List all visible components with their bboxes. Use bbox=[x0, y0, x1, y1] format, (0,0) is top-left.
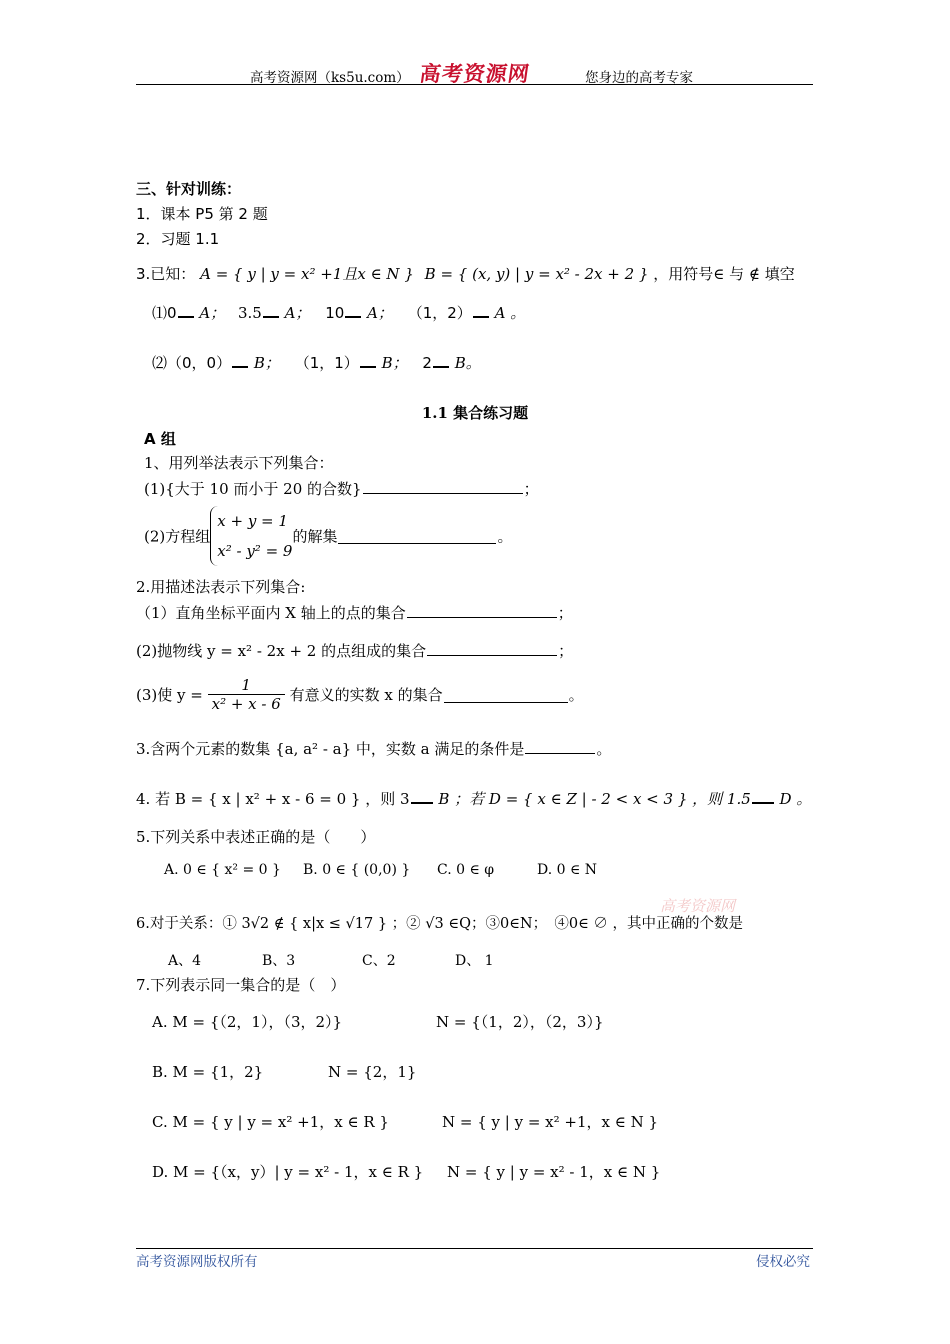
q5-option-a[interactable]: A. 0 ∈ { x² = 0 } bbox=[164, 862, 281, 878]
footer-right-text: 侵权必究 bbox=[756, 1254, 810, 1270]
q1-2-prefix: (2)方程组 bbox=[144, 527, 211, 546]
q1-part-2 bbox=[144, 506, 513, 566]
q7-option-d-n: N = { y | y = x² - 1，x ∈ N } bbox=[447, 1163, 661, 1181]
header-logo: 高考资源网 bbox=[418, 61, 532, 86]
fraction bbox=[208, 676, 285, 713]
item-2: 2．习题 1.1 bbox=[136, 230, 220, 248]
q2-stem: 2.用描述法表示下列集合: bbox=[136, 578, 306, 596]
q7-stem: 7.下列表示同一集合的是（ ） bbox=[136, 976, 346, 994]
q3-2-set: B。 bbox=[454, 354, 481, 372]
q3-prefix: 3.已知： bbox=[136, 265, 196, 283]
q3-1-value: 10 bbox=[325, 304, 345, 322]
q7-option-b-m[interactable]: B. M = {1，2} bbox=[152, 1063, 264, 1081]
answer-blank[interactable] bbox=[473, 304, 489, 318]
q7-option-c-n: N = { y | y = x² +1，x ∈ N } bbox=[442, 1113, 659, 1131]
q7-option-c-m[interactable]: C. M = { y | y = x² +1，x ∈ R } bbox=[152, 1113, 389, 1131]
q4-part-1: 4. 若 B = { x | x² + x - 6 = 0 } ，则 3 bbox=[136, 790, 410, 808]
q4-part-3: D 。 bbox=[779, 790, 812, 808]
q4-part-2: B ；若 D = { x ∈ Z | - 2 < x < 3 } ，则 1.5 bbox=[438, 790, 751, 808]
q2-1-end: ； bbox=[557, 604, 573, 622]
q1-2-suffix: 的解集 bbox=[292, 527, 338, 546]
answer-blank[interactable] bbox=[263, 304, 279, 318]
equation-system bbox=[210, 506, 292, 566]
q1-stem: 1、用列举法表示下列集合： bbox=[144, 454, 334, 472]
answer-blank[interactable] bbox=[338, 528, 496, 544]
question-3-part-2 bbox=[152, 352, 481, 373]
answer-blank[interactable] bbox=[232, 354, 248, 368]
fraction-denominator: x² + x - 6 bbox=[211, 695, 281, 713]
q5-stem: 5.下列关系中表述正确的是（ ） bbox=[136, 828, 376, 846]
answer-blank[interactable] bbox=[525, 738, 595, 754]
q3-2-set: B； bbox=[381, 354, 408, 372]
q4-line bbox=[136, 788, 811, 809]
q6-option-d[interactable]: D、 1 bbox=[455, 953, 494, 969]
q7-option-a-m[interactable]: A. M = {（2，1），（3，2）} bbox=[152, 1013, 343, 1031]
q2-2-end: ； bbox=[558, 642, 574, 660]
q3-set-b: B = { (x, y) | y = x² - 2x + 2 } bbox=[424, 265, 649, 283]
q3-2-value: 2 bbox=[422, 354, 432, 372]
q3-1-set: A 。 bbox=[494, 304, 526, 322]
q3-text: 3.含两个元素的数集 {a, a² - a} 中，实数 a 满足的条件是 bbox=[136, 740, 525, 758]
q7-option-b-n: N = {2，1} bbox=[328, 1063, 417, 1081]
q1-part-1 bbox=[144, 478, 539, 499]
q5-option-d[interactable]: D. 0 ∈ N bbox=[537, 862, 598, 878]
q2-3-end: 。 bbox=[568, 686, 584, 704]
q6-option-c[interactable]: C、2 bbox=[362, 953, 396, 969]
q7-option-d-m[interactable]: D. M = {（x，y）| y = x² - 1，x ∈ R } bbox=[152, 1163, 424, 1181]
q3-2-value: （1，1） bbox=[294, 354, 359, 372]
q2-1-text: （1）直角坐标平面内 X 轴上的点的集合 bbox=[136, 604, 406, 622]
exercise-title: 1.1 集合练习题 bbox=[421, 404, 529, 422]
footer-left-text: 高考资源网版权所有 bbox=[136, 1254, 258, 1270]
answer-blank[interactable] bbox=[433, 354, 449, 368]
answer-blank[interactable] bbox=[360, 354, 376, 368]
header-rule bbox=[136, 84, 813, 85]
question-3-stem bbox=[136, 263, 795, 284]
answer-blank[interactable] bbox=[752, 790, 774, 804]
answer-blank[interactable] bbox=[178, 304, 194, 318]
q3-1-set: A； bbox=[284, 304, 311, 322]
q1-2-end: 。 bbox=[497, 527, 513, 546]
q3-1-value: 3.5 bbox=[237, 304, 262, 322]
answer-blank[interactable] bbox=[407, 602, 557, 618]
q7-option-a-n: N = {（1，2），（2，3）} bbox=[436, 1013, 604, 1031]
q3-1-label: ⑴0 bbox=[152, 304, 177, 322]
q6-stem: 6.对于关系：① 3√2 ∉ { x|x ≤ √17 } ；② √3 ∈Q；③0∈N； ④0∈ ∅ ，其中正确的个数是 bbox=[136, 916, 744, 932]
answer-blank[interactable] bbox=[345, 304, 361, 318]
q2-part-2 bbox=[136, 640, 573, 661]
equation-line-2: x² - y² = 9 bbox=[217, 542, 293, 560]
q5-option-c[interactable]: C. 0 ∈ φ bbox=[437, 862, 495, 878]
q3-2-label: ⑵（0，0） bbox=[152, 354, 232, 372]
q1-1-text: (1){大于 10 而小于 20 的合数} bbox=[144, 480, 362, 498]
q6-option-b[interactable]: B、3 bbox=[262, 953, 296, 969]
q3-2-set: B； bbox=[253, 354, 280, 372]
equation-line-1: x + y = 1 bbox=[217, 512, 288, 530]
q2-part-3 bbox=[136, 676, 584, 713]
q3-1-set: A； bbox=[199, 304, 226, 322]
q3-end: 。 bbox=[596, 740, 612, 758]
question-3-part-1 bbox=[152, 302, 525, 323]
group-a-heading: A 组 bbox=[144, 430, 176, 448]
answer-blank[interactable] bbox=[444, 687, 568, 703]
q3-1-value: （1，2） bbox=[407, 304, 472, 322]
q3-1-set: A； bbox=[367, 304, 393, 322]
q2-part-1 bbox=[136, 602, 573, 623]
q3-set-a: A = { y | y = x² +1且x ∈ N } bbox=[200, 265, 414, 283]
answer-blank[interactable] bbox=[411, 790, 433, 804]
q3-line bbox=[136, 738, 611, 759]
q3-suffix: ，用符号∈ 与 ∉ 填空 bbox=[653, 265, 795, 283]
fraction-numerator: 1 bbox=[208, 676, 285, 695]
q2-3-prefix: (3)使 y = bbox=[136, 686, 203, 704]
q6-option-a[interactable]: A、4 bbox=[168, 953, 202, 969]
header-right-text: 您身边的高考专家 bbox=[585, 70, 693, 86]
watermark: 高考资源网 bbox=[660, 897, 736, 915]
q1-1-end: ； bbox=[523, 480, 539, 498]
q5-option-b[interactable]: B. 0 ∈ { (0,0) } bbox=[303, 862, 411, 878]
q2-3-suffix: 有意义的实数 x 的集合 bbox=[289, 686, 443, 704]
section-title: 三、针对训练： bbox=[136, 180, 242, 198]
footer-rule bbox=[136, 1248, 813, 1249]
answer-blank[interactable] bbox=[427, 640, 557, 656]
q2-2-text: (2)抛物线 y = x² - 2x + 2 的点组成的集合 bbox=[136, 642, 427, 660]
answer-blank[interactable] bbox=[363, 478, 523, 494]
header-left-text: 高考资源网（ks5u.com） bbox=[250, 70, 410, 86]
item-1: 1．课本 P5 第 2 题 bbox=[136, 205, 268, 223]
